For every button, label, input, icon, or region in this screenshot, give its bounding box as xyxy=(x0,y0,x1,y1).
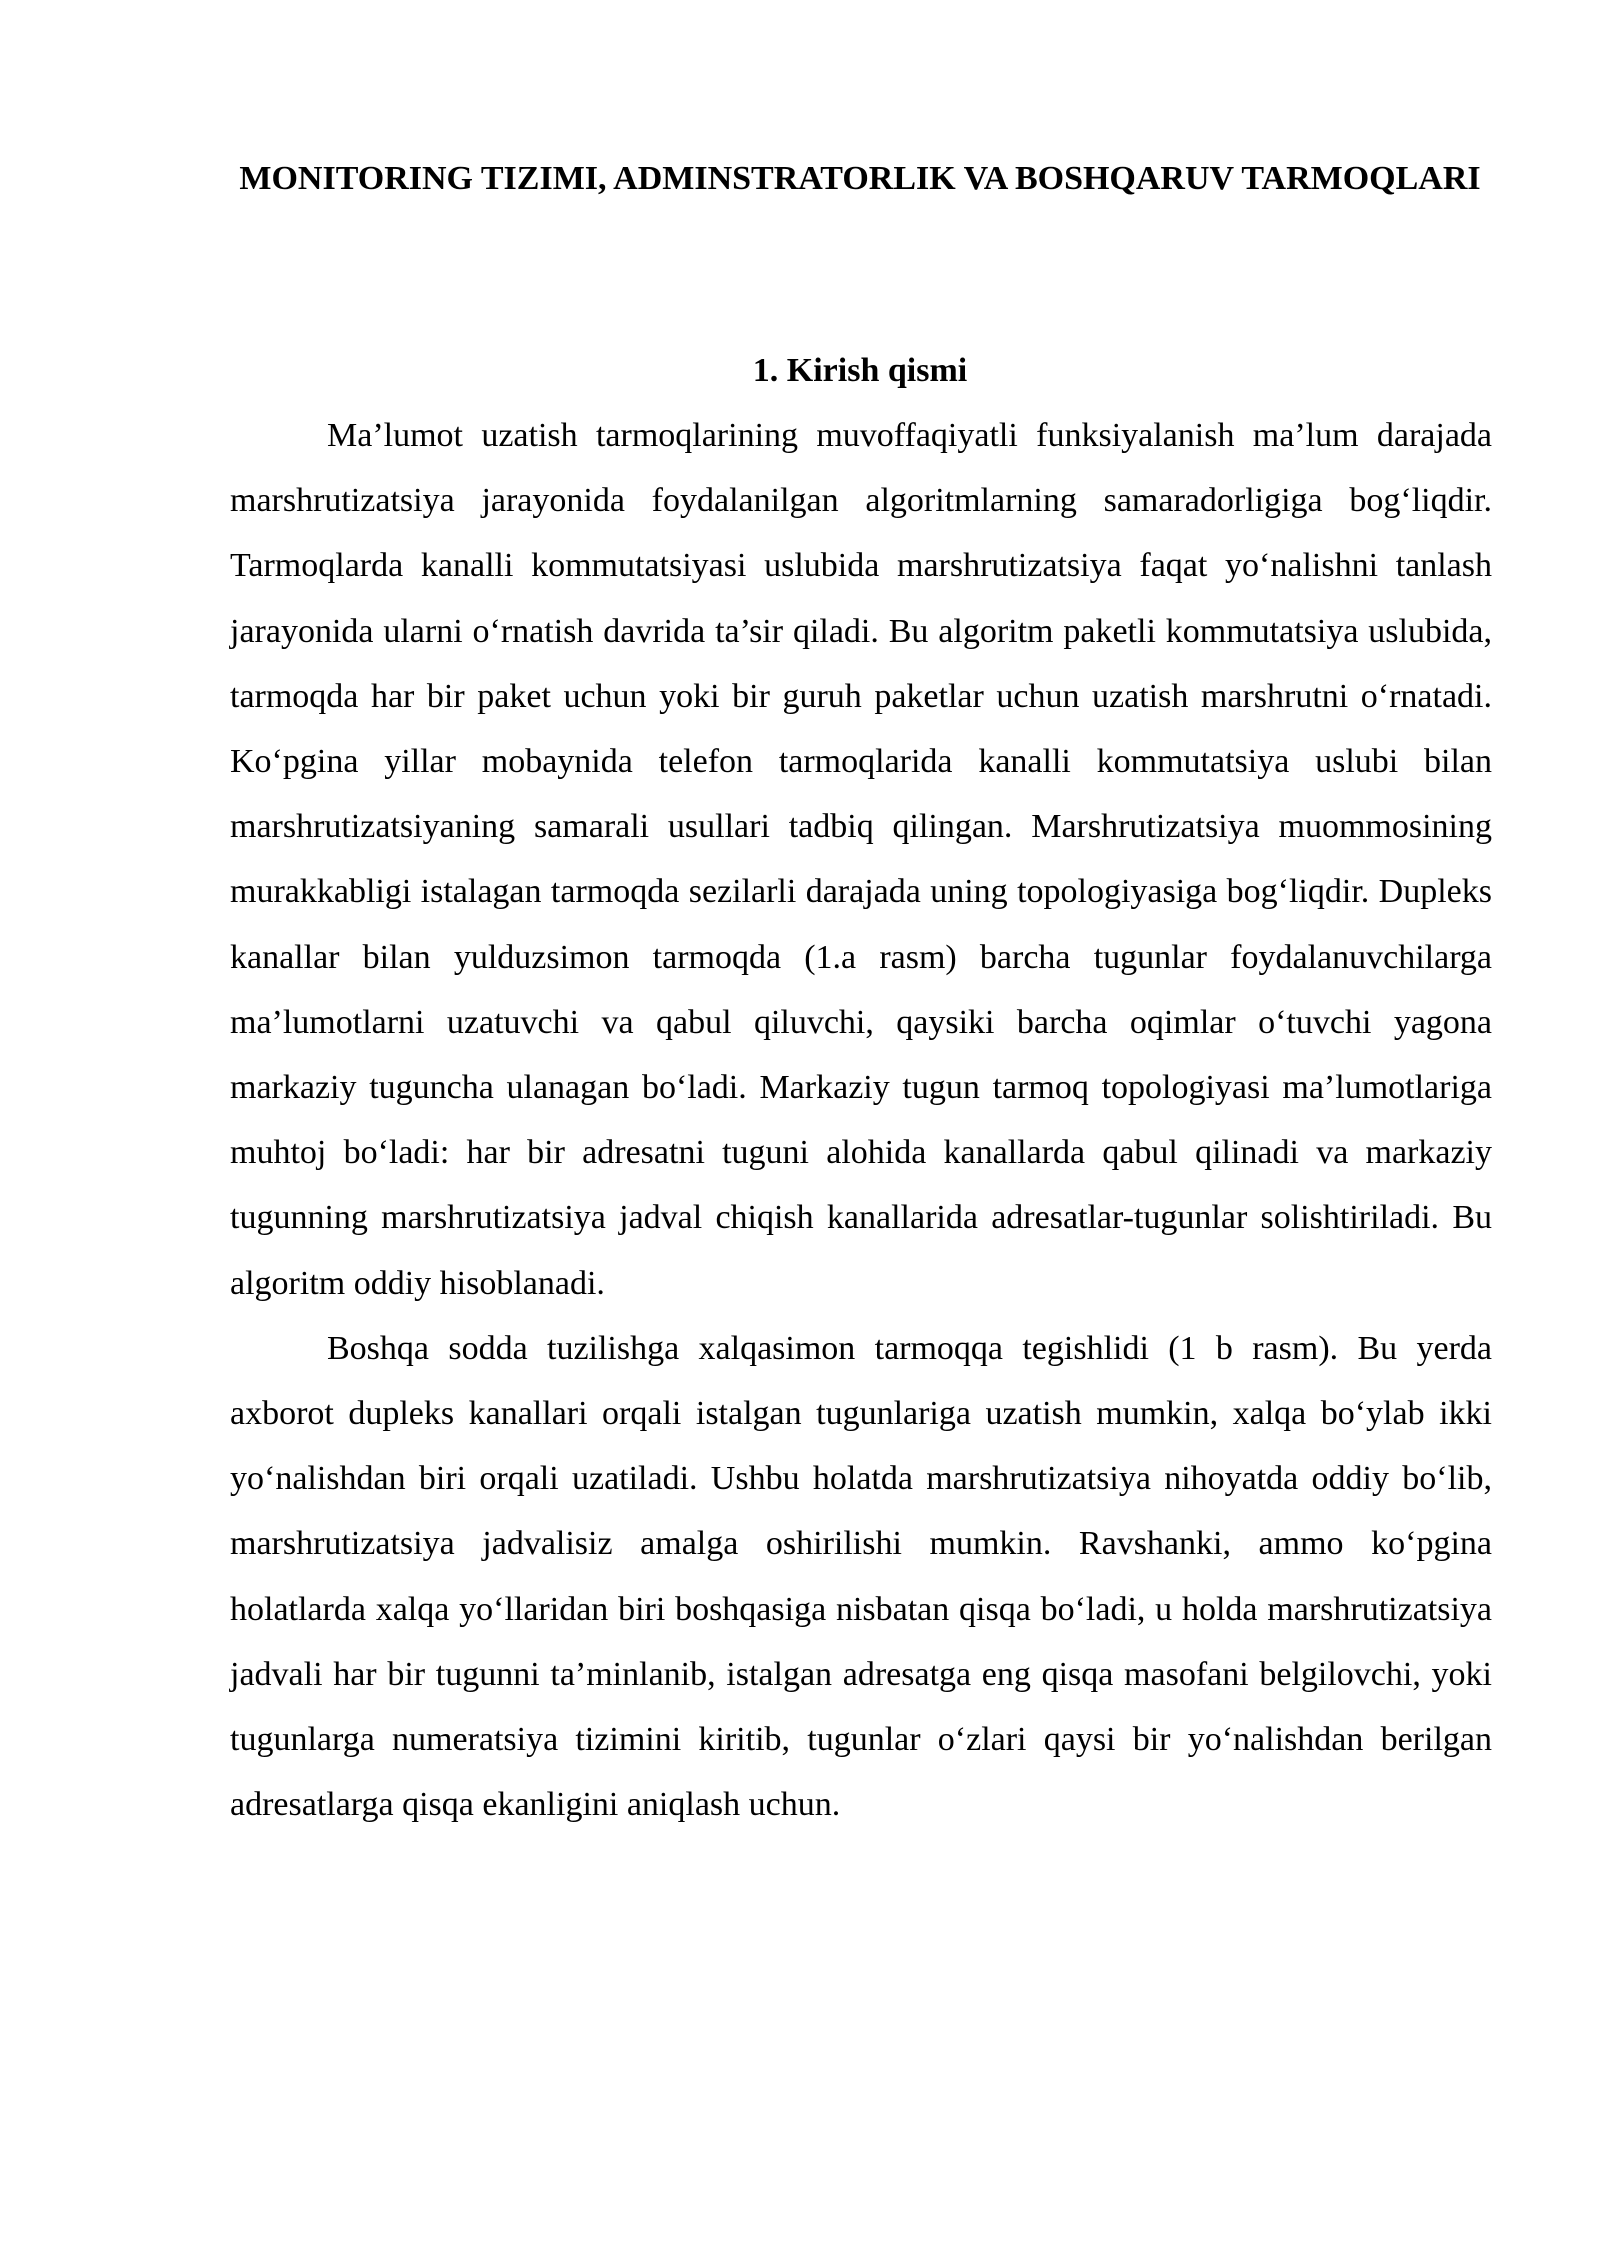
paragraph-1: Ma’lumot uzatish tarmoqlarining muvoffaqiyatli funksiyalanish ma’lum darajada marshrutizatsiya jarayonida foydalanilgan algoritmlarning samaradorligiga bog‘liqdir. Tarmoqlarda kanalli kommutatsiyasi uslubida marshrutizatsiya faqat yo‘nalishni tanlash jarayonida ularni o‘rnatish davrida ta’sir qiladi. Bu algoritm paketli kommutatsiya uslubida, tarmoqda har bir paket uchun yoki bir guruh paketlar uchun uzatish marshrutni o‘rnatadi. Ko‘pgina yillar mobaynida telefon tarmoqlarida kanalli kommutatsiya uslubi bilan marshrutizatsiyaning samarali usullari tadbiq qilingan. Marshrutizatsiya muommosining murakkabligi istalagan tarmoqda sezilarli darajada uning topologiyasiga bog‘liqdir. Dupleks kanallar bilan yulduzsimon tarmoqda (1.a rasm) barcha tugunlar foydalanuvchilarga ma’lumotlarni uzatuvchi va qabul qiluvchi, qaysiki barcha oqimlar o‘tuvchi yagona markaziy tuguncha ulanagan bo‘ladi. Markaziy tugun tarmoq topologiyasi ma’lumotlariga muhtoj bo‘ladi: har bir adresatni tuguni alohida kanallarda qabul qilinadi va markaziy tugunning marshrutizatsiya jadval chiqish kanallarida adresatlar-tugunlar solishtiriladi. Bu algoritm oddiy hisoblanadi. xyxy=(230,417,1492,1302)
document-title: MONITORING TIZIMI, ADMINSTRATORLIK VA BOSHQARUV TARMOQLARI xyxy=(239,160,1481,197)
section-heading: 1. Kirish qismi xyxy=(752,352,968,389)
paragraph-2: Boshqa sodda tuzilishga xalqasimon tarmoqqa tegishlidi (1 b rasm). Bu yerda axborot dupleks kanallari orqali istalgan tugunlariga uzatish mumkin, xalqa bo‘ylab ikki yo‘nalishdan biri orqali uzatiladi. Ushbu holatda marshrutizatsiya nihoyatda oddiy bo‘lib, marshrutizatsiya jadvalisiz amalga oshirilishi mumkin. Ravshanki, ammo ko‘pgina holatlarda xalqa yo‘llaridan biri boshqasiga nisbatan qisqa bo‘ladi, u holda marshrutizatsiya jadvali har bir tugunni ta’minlanib, istalgan adresatga eng qisqa masofani belgilovchi, yoki tugunlarga numeratsiya tizimini kiritib, tugunlar o‘zlari qaysi bir yo‘nalishdan berilgan adresatlarga qisqa ekanligini aniqlash uchun. xyxy=(230,1329,1492,1824)
document-body xyxy=(230,403,1492,1837)
